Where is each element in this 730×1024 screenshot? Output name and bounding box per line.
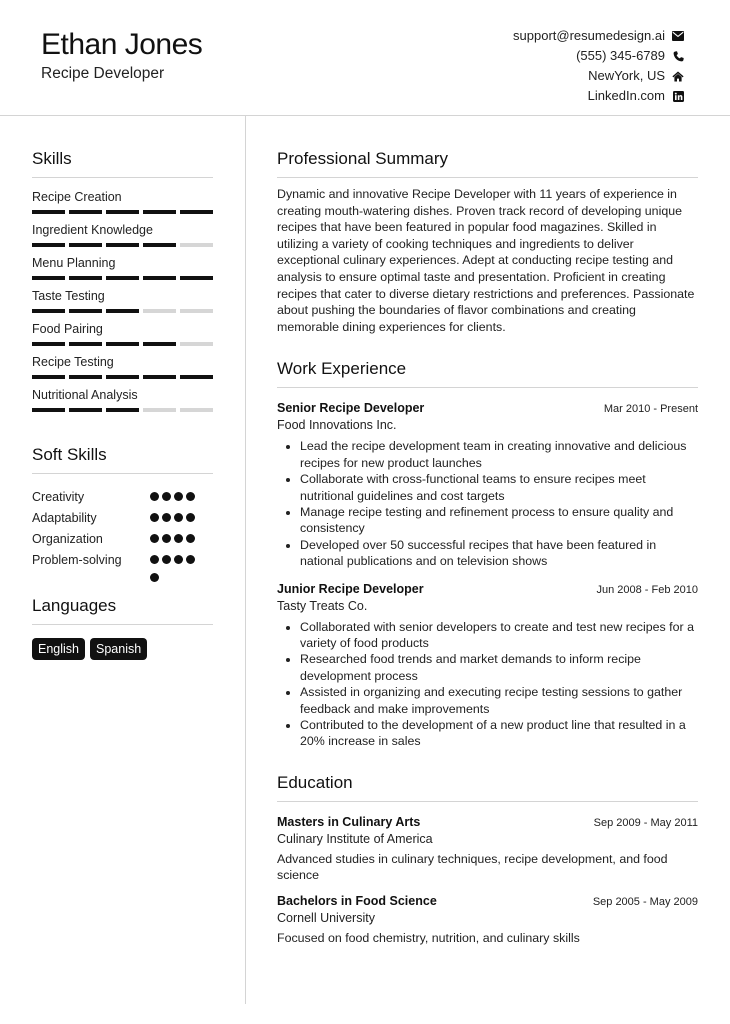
rating-dot	[150, 534, 159, 543]
skill-label: Food Pairing	[32, 322, 103, 336]
skill-item	[32, 189, 213, 214]
education-date: Sep 2005 - May 2009	[592, 896, 698, 909]
job-header	[277, 582, 698, 596]
education-description: Advanced studies in culinary techniques, recipe development, and food science	[277, 851, 668, 883]
soft-skill-rating	[150, 555, 195, 564]
education-list	[277, 815, 698, 947]
skill-level-segment	[180, 276, 213, 280]
skill-level-segment	[69, 342, 102, 346]
language-tag: Spanish	[90, 638, 147, 660]
skill-level-bar	[32, 243, 213, 247]
rating-dot	[162, 492, 171, 501]
skill-level-segment	[32, 408, 65, 412]
skill-level-segment	[69, 375, 102, 379]
soft-skill-label: Organization	[32, 531, 103, 546]
job-bullets	[277, 619, 698, 750]
skill-item	[32, 288, 213, 313]
contact-phone[interactable]	[513, 46, 685, 66]
language-tag: English	[32, 638, 85, 660]
education-school: Culinary Institute of America	[277, 831, 433, 846]
job-bullet: • Lead the recipe development team in creating innovative and delicious recipes for new product launches	[300, 438, 698, 471]
rating-dot	[162, 534, 171, 543]
skill-level-bar	[32, 276, 213, 280]
skill-label: Menu Planning	[32, 256, 116, 270]
job-bullet: • Collaborate with cross-functional teams to ensure recipes meet nutritional guidelines and cost targets	[300, 471, 698, 504]
skill-level-segment	[106, 243, 139, 247]
job-date: Mar 2010 - Present	[603, 403, 698, 416]
contact-phone-text: (555) 345-6789	[576, 48, 665, 63]
education-date: Sep 2009 - May 2011	[593, 816, 698, 829]
skill-label: Nutritional Analysis	[32, 388, 138, 402]
contact-linkedin-text: LinkedIn.com	[587, 88, 665, 103]
skill-level-segment	[69, 408, 102, 412]
soft-skill-row	[32, 507, 213, 528]
soft-skill-label: Adaptability	[32, 510, 97, 525]
skill-level-segment	[143, 276, 176, 280]
skill-level-segment	[143, 408, 176, 412]
right-column	[277, 116, 698, 947]
job-header	[277, 401, 698, 415]
education-header	[277, 815, 698, 829]
skill-level-segment	[106, 309, 139, 313]
education-degree: Masters in Culinary Arts	[277, 814, 421, 829]
soft-skill-rating	[150, 513, 195, 522]
skill-level-segment	[180, 408, 213, 412]
skill-level-segment	[106, 210, 139, 214]
contact-location-text: NewYork, US	[588, 68, 665, 83]
skill-level-segment	[180, 210, 213, 214]
job-bullet: • Contributed to the development of a new product line that resulted in a 20% increase in sales	[300, 717, 698, 750]
column-divider	[245, 116, 246, 1004]
job-role: Senior Recipe Developer	[277, 401, 425, 416]
job-bullets	[277, 438, 698, 569]
skill-level-segment	[180, 342, 213, 346]
rating-dot	[174, 555, 183, 564]
rating-dot	[186, 492, 195, 501]
skill-level-segment	[143, 375, 176, 379]
skill-label: Taste Testing	[32, 289, 105, 303]
soft-skill-label: Creativity	[32, 489, 85, 504]
skill-item	[32, 222, 213, 247]
skill-level-bar	[32, 342, 213, 346]
rating-dot	[150, 492, 159, 501]
skill-level-bar	[32, 210, 213, 214]
skill-level-segment	[106, 408, 139, 412]
skill-label: Recipe Creation	[32, 190, 122, 204]
skill-level-segment	[32, 375, 65, 379]
experience-heading: Work Experience	[277, 359, 698, 388]
job-bullet: • Assisted in organizing and executing recipe testing sessions to gather feedback and make improvements	[300, 684, 698, 717]
skill-level-segment	[69, 276, 102, 280]
skills-list	[32, 189, 213, 412]
skill-level-segment	[32, 276, 65, 280]
skill-level-bar	[32, 408, 213, 412]
skill-level-segment	[143, 210, 176, 214]
candidate-title: Recipe Developer	[41, 65, 165, 82]
experience-list	[277, 401, 698, 750]
skill-level-segment	[180, 243, 213, 247]
rating-dot	[186, 513, 195, 522]
job-bullet: • Researched food trends and market demands to inform recipe development process	[300, 651, 698, 684]
skill-level-segment	[106, 375, 139, 379]
candidate-name: Ethan Jones	[41, 28, 203, 61]
soft-skill-rating	[150, 492, 195, 501]
resume-header	[0, 0, 730, 116]
left-column	[32, 116, 213, 660]
soft-skill-row	[32, 528, 213, 549]
skill-level-segment	[32, 210, 65, 214]
contact-email-text: support@resumedesign.ai	[513, 28, 665, 43]
soft-skill-row	[32, 549, 213, 570]
summary-text: Dynamic and innovative Recipe Developer with 11 years of experience in creating mouth-watering dishes. Proven track record of developing unique recipes that have been featured in popular food magazines. Skilled in utilizing a variety of cooking techniques and ingredients to deliver exceptional culinary experiences. Adept at conducting recipe testing and analysis to ensure optimal taste and presentation. Proficient in creating recipes that cater to diverse dietary restrictions and preferences. Passionate about pushing the boundaries of flavor combinations and creating memorable dining experiences for clients.	[277, 187, 695, 334]
job-company: Food Innovations Inc.	[277, 418, 397, 433]
rating-dot	[150, 513, 159, 522]
soft-skills-heading: Soft Skills	[32, 445, 213, 474]
skill-level-segment	[32, 243, 65, 247]
rating-dot	[174, 492, 183, 501]
rating-dot	[186, 555, 195, 564]
skill-label: Ingredient Knowledge	[32, 223, 153, 237]
skill-level-segment	[32, 309, 65, 313]
skill-label: Recipe Testing	[32, 355, 114, 369]
contact-email[interactable]	[513, 26, 685, 46]
summary-heading: Professional Summary	[277, 149, 698, 178]
phone-icon	[671, 49, 685, 63]
job-company: Tasty Treats Co.	[277, 598, 368, 613]
education-heading: Education	[277, 773, 698, 802]
education-header	[277, 894, 698, 908]
rating-dot	[174, 513, 183, 522]
skill-level-segment	[69, 243, 102, 247]
linkedin-icon	[671, 89, 685, 103]
job-bullet: • Developed over 50 successful recipes that have been featured in national publications and on television shows	[300, 537, 698, 570]
skill-level-segment	[32, 342, 65, 346]
skill-item	[32, 387, 213, 412]
skill-level-segment	[180, 375, 213, 379]
skill-item	[32, 354, 213, 379]
envelope-icon	[671, 29, 685, 43]
soft-skill-extra-dot	[150, 573, 159, 582]
skills-heading: Skills	[32, 149, 213, 178]
languages-heading: Languages	[32, 596, 213, 625]
rating-dot	[162, 555, 171, 564]
education-school: Cornell University	[277, 911, 375, 926]
job-bullet: • Collaborated with senior developers to create and test new recipes for a variety of food products	[300, 619, 698, 652]
skill-item	[32, 255, 213, 280]
job-date: Jun 2008 - Feb 2010	[596, 583, 698, 596]
languages-list	[32, 638, 213, 660]
education-degree: Bachelors in Food Science	[277, 894, 437, 909]
education-description: Focused on food chemistry, nutrition, and culinary skills	[277, 931, 580, 946]
skill-level-segment	[143, 342, 176, 346]
skill-level-segment	[143, 309, 176, 313]
job-role: Junior Recipe Developer	[277, 581, 424, 596]
home-icon	[671, 69, 685, 83]
soft-skill-rating	[150, 534, 195, 543]
skill-level-segment	[69, 309, 102, 313]
rating-dot	[150, 555, 159, 564]
skill-level-segment	[106, 342, 139, 346]
rating-dot	[162, 513, 171, 522]
skill-level-segment	[69, 210, 102, 214]
soft-skill-label: Problem-solving	[32, 552, 122, 567]
skill-item	[32, 321, 213, 346]
rating-dot	[186, 534, 195, 543]
contact-linkedin[interactable]	[513, 86, 685, 106]
soft-skills-list	[32, 486, 213, 570]
contact-block	[513, 26, 685, 106]
contact-location	[513, 66, 685, 86]
soft-skill-row	[32, 486, 213, 507]
rating-dot	[174, 534, 183, 543]
skill-level-segment	[106, 276, 139, 280]
job-bullet: • Manage recipe testing and refinement process to ensure quality and consistency	[300, 504, 698, 537]
skill-level-segment	[180, 309, 213, 313]
skill-level-bar	[32, 375, 213, 379]
skill-level-bar	[32, 309, 213, 313]
skill-level-segment	[143, 243, 176, 247]
